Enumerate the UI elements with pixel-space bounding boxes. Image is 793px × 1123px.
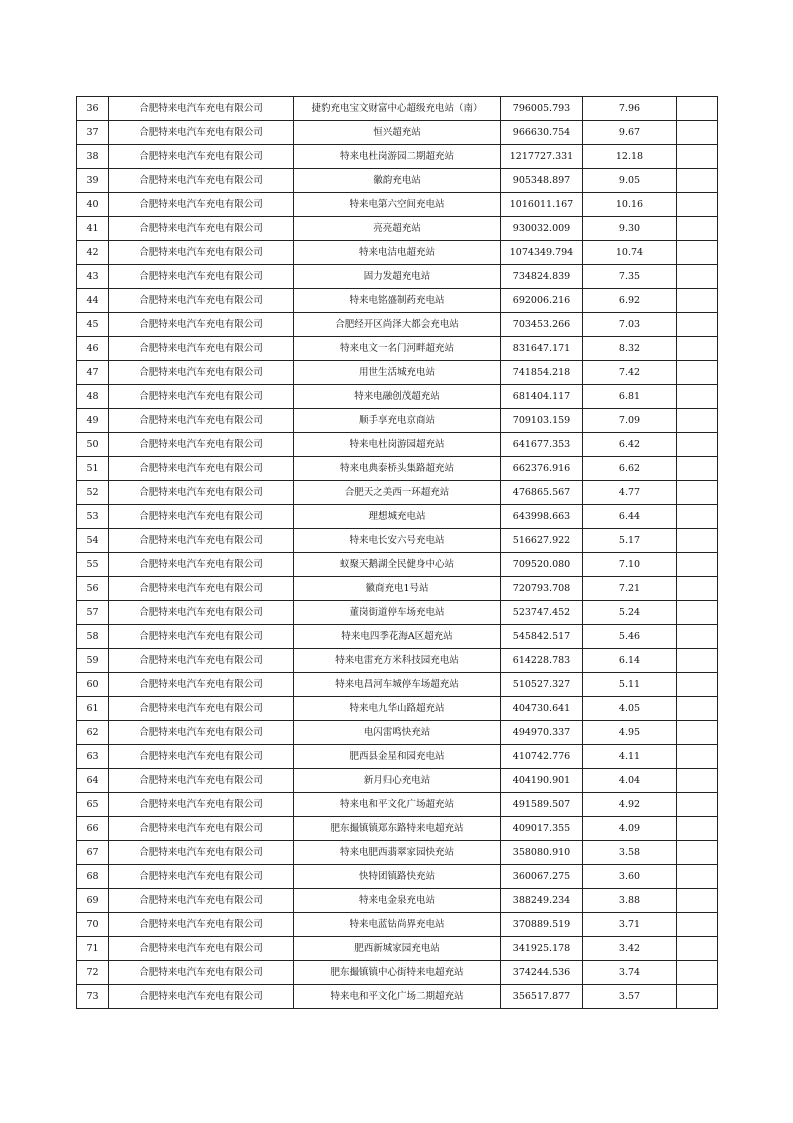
data-table — [76, 96, 718, 1009]
ratio-cell: 6.14 — [583, 649, 677, 673]
company-name-cell: 合肥特来电汽车充电有限公司 — [109, 625, 294, 649]
station-name-cell: 特来电文一名门河畔超充站 — [294, 337, 501, 361]
row-number-cell: 39 — [77, 169, 109, 193]
company-name-cell: 合肥特来电汽车充电有限公司 — [109, 937, 294, 961]
station-name-cell: 特来电四季花海A区超充站 — [294, 625, 501, 649]
table-row — [77, 337, 718, 361]
note-cell — [677, 889, 718, 913]
amount-cell: 703453.266 — [501, 313, 583, 337]
ratio-cell: 4.05 — [583, 697, 677, 721]
company-name-cell: 合肥特来电汽车充电有限公司 — [109, 433, 294, 457]
station-name-cell: 徽商充电1号站 — [294, 577, 501, 601]
amount-cell: 516627.922 — [501, 529, 583, 553]
row-number-cell: 60 — [77, 673, 109, 697]
station-name-cell: 理想城充电站 — [294, 505, 501, 529]
table-row — [77, 913, 718, 937]
amount-cell: 681404.117 — [501, 385, 583, 409]
company-name-cell: 合肥特来电汽车充电有限公司 — [109, 649, 294, 673]
company-name-cell: 合肥特来电汽车充电有限公司 — [109, 745, 294, 769]
company-name-cell: 合肥特来电汽车充电有限公司 — [109, 385, 294, 409]
note-cell — [677, 793, 718, 817]
ratio-cell: 3.71 — [583, 913, 677, 937]
company-name-cell: 合肥特来电汽车充电有限公司 — [109, 505, 294, 529]
ratio-cell: 4.95 — [583, 721, 677, 745]
station-name-cell: 肥东撮镇镇郑东路特来电超充站 — [294, 817, 501, 841]
note-cell — [677, 337, 718, 361]
table-row — [77, 433, 718, 457]
amount-cell: 410742.776 — [501, 745, 583, 769]
company-name-cell: 合肥特来电汽车充电有限公司 — [109, 721, 294, 745]
note-cell — [677, 913, 718, 937]
company-name-cell: 合肥特来电汽车充电有限公司 — [109, 673, 294, 697]
station-name-cell: 特来电和平文化广场超充站 — [294, 793, 501, 817]
amount-cell: 930032.009 — [501, 217, 583, 241]
amount-cell: 614228.783 — [501, 649, 583, 673]
station-name-cell: 肥西新城家园充电站 — [294, 937, 501, 961]
table-row — [77, 193, 718, 217]
company-name-cell: 合肥特来电汽车充电有限公司 — [109, 865, 294, 889]
table-row — [77, 121, 718, 145]
amount-cell: 370889.519 — [501, 913, 583, 937]
ratio-cell: 6.62 — [583, 457, 677, 481]
company-name-cell: 合肥特来电汽车充电有限公司 — [109, 697, 294, 721]
station-name-cell: 顺手享充电京商站 — [294, 409, 501, 433]
station-name-cell: 特来电肥西翡翠家园快充站 — [294, 841, 501, 865]
ratio-cell: 7.35 — [583, 265, 677, 289]
ratio-cell: 3.74 — [583, 961, 677, 985]
table-row — [77, 361, 718, 385]
note-cell — [677, 481, 718, 505]
note-cell — [677, 625, 718, 649]
table-row — [77, 457, 718, 481]
row-number-cell: 36 — [77, 97, 109, 121]
ratio-cell: 3.57 — [583, 985, 677, 1009]
station-name-cell: 特来电和平文化广场二期超充站 — [294, 985, 501, 1009]
company-name-cell: 合肥特来电汽车充电有限公司 — [109, 601, 294, 625]
table-row — [77, 817, 718, 841]
row-number-cell: 71 — [77, 937, 109, 961]
ratio-cell: 4.77 — [583, 481, 677, 505]
row-number-cell: 64 — [77, 769, 109, 793]
table-row — [77, 601, 718, 625]
amount-cell: 905348.897 — [501, 169, 583, 193]
station-name-cell: 新月归心充电站 — [294, 769, 501, 793]
station-name-cell: 恒兴超充站 — [294, 121, 501, 145]
ratio-cell: 6.81 — [583, 385, 677, 409]
company-name-cell: 合肥特来电汽车充电有限公司 — [109, 97, 294, 121]
amount-cell: 1016011.167 — [501, 193, 583, 217]
ratio-cell: 7.10 — [583, 553, 677, 577]
note-cell — [677, 241, 718, 265]
table-row — [77, 793, 718, 817]
row-number-cell: 57 — [77, 601, 109, 625]
row-number-cell: 55 — [77, 553, 109, 577]
ratio-cell: 4.09 — [583, 817, 677, 841]
ratio-cell: 4.04 — [583, 769, 677, 793]
company-name-cell: 合肥特来电汽车充电有限公司 — [109, 361, 294, 385]
note-cell — [677, 985, 718, 1009]
row-number-cell: 45 — [77, 313, 109, 337]
station-name-cell: 特来电九华山路超充站 — [294, 697, 501, 721]
ratio-cell: 6.44 — [583, 505, 677, 529]
row-number-cell: 43 — [77, 265, 109, 289]
note-cell — [677, 553, 718, 577]
station-name-cell: 特来电杜岗游园二期超充站 — [294, 145, 501, 169]
ratio-cell: 6.42 — [583, 433, 677, 457]
row-number-cell: 63 — [77, 745, 109, 769]
row-number-cell: 72 — [77, 961, 109, 985]
ratio-cell: 3.60 — [583, 865, 677, 889]
station-name-cell: 特来电昌河车城停车场超充站 — [294, 673, 501, 697]
company-name-cell: 合肥特来电汽车充电有限公司 — [109, 817, 294, 841]
amount-cell: 662376.916 — [501, 457, 583, 481]
note-cell — [677, 361, 718, 385]
ratio-cell: 7.09 — [583, 409, 677, 433]
station-name-cell: 特来电铭盛制药充电站 — [294, 289, 501, 313]
row-number-cell: 70 — [77, 913, 109, 937]
row-number-cell: 65 — [77, 793, 109, 817]
company-name-cell: 合肥特来电汽车充电有限公司 — [109, 337, 294, 361]
row-number-cell: 40 — [77, 193, 109, 217]
table-row — [77, 265, 718, 289]
table-row — [77, 529, 718, 553]
table-row — [77, 409, 718, 433]
table-row — [77, 889, 718, 913]
row-number-cell: 49 — [77, 409, 109, 433]
note-cell — [677, 145, 718, 169]
ratio-cell: 7.03 — [583, 313, 677, 337]
station-name-cell: 捷豹充电宝文财富中心超级充电站（南） — [294, 97, 501, 121]
table-body — [77, 97, 718, 1009]
note-cell — [677, 529, 718, 553]
station-name-cell: 特来电融创茂超充站 — [294, 385, 501, 409]
amount-cell: 741854.218 — [501, 361, 583, 385]
station-name-cell: 蚁聚天鹅湖全民健身中心站 — [294, 553, 501, 577]
ratio-cell: 6.92 — [583, 289, 677, 313]
row-number-cell: 58 — [77, 625, 109, 649]
ratio-cell: 8.32 — [583, 337, 677, 361]
amount-cell: 510527.327 — [501, 673, 583, 697]
station-name-cell: 合肥天之美西一环超充站 — [294, 481, 501, 505]
ratio-cell: 7.42 — [583, 361, 677, 385]
row-number-cell: 73 — [77, 985, 109, 1009]
company-name-cell: 合肥特来电汽车充电有限公司 — [109, 913, 294, 937]
table-row — [77, 553, 718, 577]
note-cell — [677, 169, 718, 193]
station-name-cell: 肥东撮镇镇中心街特来电超充站 — [294, 961, 501, 985]
station-name-cell: 亮亮超充站 — [294, 217, 501, 241]
ratio-cell: 5.24 — [583, 601, 677, 625]
ratio-cell: 4.92 — [583, 793, 677, 817]
note-cell — [677, 577, 718, 601]
table-row — [77, 505, 718, 529]
company-name-cell: 合肥特来电汽车充电有限公司 — [109, 577, 294, 601]
note-cell — [677, 865, 718, 889]
amount-cell: 409017.355 — [501, 817, 583, 841]
company-name-cell: 合肥特来电汽车充电有限公司 — [109, 169, 294, 193]
table-row — [77, 385, 718, 409]
table-row — [77, 985, 718, 1009]
row-number-cell: 52 — [77, 481, 109, 505]
note-cell — [677, 697, 718, 721]
station-name-cell: 固力发超充电站 — [294, 265, 501, 289]
station-name-cell: 特来电长安六号充电站 — [294, 529, 501, 553]
note-cell — [677, 313, 718, 337]
row-number-cell: 68 — [77, 865, 109, 889]
row-number-cell: 62 — [77, 721, 109, 745]
company-name-cell: 合肥特来电汽车充电有限公司 — [109, 265, 294, 289]
row-number-cell: 48 — [77, 385, 109, 409]
table-row — [77, 697, 718, 721]
station-name-cell: 特来电杜岗游园超充站 — [294, 433, 501, 457]
row-number-cell: 69 — [77, 889, 109, 913]
note-cell — [677, 289, 718, 313]
note-cell — [677, 193, 718, 217]
ratio-cell: 10.16 — [583, 193, 677, 217]
company-name-cell: 合肥特来电汽车充电有限公司 — [109, 217, 294, 241]
ratio-cell: 4.11 — [583, 745, 677, 769]
note-cell — [677, 841, 718, 865]
company-name-cell: 合肥特来电汽车充电有限公司 — [109, 889, 294, 913]
table-row — [77, 937, 718, 961]
ratio-cell: 5.17 — [583, 529, 677, 553]
amount-cell: 523747.452 — [501, 601, 583, 625]
amount-cell: 545842.517 — [501, 625, 583, 649]
note-cell — [677, 937, 718, 961]
amount-cell: 709520.080 — [501, 553, 583, 577]
table-row — [77, 241, 718, 265]
table-row — [77, 673, 718, 697]
ratio-cell: 9.05 — [583, 169, 677, 193]
amount-cell: 341925.178 — [501, 937, 583, 961]
station-name-cell: 特来电典泰桥头集路超充站 — [294, 457, 501, 481]
ratio-cell: 3.58 — [583, 841, 677, 865]
note-cell — [677, 769, 718, 793]
table-row — [77, 721, 718, 745]
note-cell — [677, 121, 718, 145]
station-name-cell: 特来电第六空间充电站 — [294, 193, 501, 217]
station-name-cell: 特来电蓝钻尚界充电站 — [294, 913, 501, 937]
amount-cell: 709103.159 — [501, 409, 583, 433]
station-name-cell: 合肥经开区尚泽大都会充电站 — [294, 313, 501, 337]
note-cell — [677, 217, 718, 241]
amount-cell: 404190.901 — [501, 769, 583, 793]
table-row — [77, 289, 718, 313]
note-cell — [677, 649, 718, 673]
note-cell — [677, 673, 718, 697]
note-cell — [677, 505, 718, 529]
row-number-cell: 51 — [77, 457, 109, 481]
note-cell — [677, 601, 718, 625]
row-number-cell: 47 — [77, 361, 109, 385]
table-row — [77, 841, 718, 865]
amount-cell: 1217727.331 — [501, 145, 583, 169]
amount-cell: 734824.839 — [501, 265, 583, 289]
company-name-cell: 合肥特来电汽车充电有限公司 — [109, 145, 294, 169]
company-name-cell: 合肥特来电汽车充电有限公司 — [109, 961, 294, 985]
table-row — [77, 865, 718, 889]
table-row — [77, 625, 718, 649]
company-name-cell: 合肥特来电汽车充电有限公司 — [109, 985, 294, 1009]
amount-cell: 476865.567 — [501, 481, 583, 505]
row-number-cell: 66 — [77, 817, 109, 841]
amount-cell: 720793.708 — [501, 577, 583, 601]
company-name-cell: 合肥特来电汽车充电有限公司 — [109, 193, 294, 217]
table-row — [77, 745, 718, 769]
amount-cell: 796005.793 — [501, 97, 583, 121]
company-name-cell: 合肥特来电汽车充电有限公司 — [109, 769, 294, 793]
ratio-cell: 3.42 — [583, 937, 677, 961]
row-number-cell: 50 — [77, 433, 109, 457]
company-name-cell: 合肥特来电汽车充电有限公司 — [109, 409, 294, 433]
amount-cell: 358080.910 — [501, 841, 583, 865]
amount-cell: 388249.234 — [501, 889, 583, 913]
note-cell — [677, 457, 718, 481]
row-number-cell: 54 — [77, 529, 109, 553]
ratio-cell: 5.11 — [583, 673, 677, 697]
station-name-cell: 董岗街道停车场充电站 — [294, 601, 501, 625]
company-name-cell: 合肥特来电汽车充电有限公司 — [109, 121, 294, 145]
amount-cell: 692006.216 — [501, 289, 583, 313]
row-number-cell: 46 — [77, 337, 109, 361]
company-name-cell: 合肥特来电汽车充电有限公司 — [109, 313, 294, 337]
ratio-cell: 3.88 — [583, 889, 677, 913]
table-row — [77, 217, 718, 241]
note-cell — [677, 433, 718, 457]
amount-cell: 491589.507 — [501, 793, 583, 817]
ratio-cell: 9.67 — [583, 121, 677, 145]
table-row — [77, 649, 718, 673]
amount-cell: 494970.337 — [501, 721, 583, 745]
company-name-cell: 合肥特来电汽车充电有限公司 — [109, 289, 294, 313]
table-row — [77, 145, 718, 169]
station-name-cell: 特来电洁电超充站 — [294, 241, 501, 265]
amount-cell: 831647.171 — [501, 337, 583, 361]
note-cell — [677, 409, 718, 433]
table-row — [77, 961, 718, 985]
station-name-cell: 特来电金泉充电站 — [294, 889, 501, 913]
company-name-cell: 合肥特来电汽车充电有限公司 — [109, 241, 294, 265]
station-name-cell: 电闪雷鸣快充站 — [294, 721, 501, 745]
station-name-cell: 肥西县金星和园充电站 — [294, 745, 501, 769]
row-number-cell: 56 — [77, 577, 109, 601]
row-number-cell: 59 — [77, 649, 109, 673]
ratio-cell: 9.30 — [583, 217, 677, 241]
station-name-cell: 徽韵充电站 — [294, 169, 501, 193]
ratio-cell: 5.46 — [583, 625, 677, 649]
row-number-cell: 67 — [77, 841, 109, 865]
row-number-cell: 44 — [77, 289, 109, 313]
amount-cell: 641677.353 — [501, 433, 583, 457]
table-row — [77, 313, 718, 337]
note-cell — [677, 817, 718, 841]
row-number-cell: 41 — [77, 217, 109, 241]
row-number-cell: 37 — [77, 121, 109, 145]
company-name-cell: 合肥特来电汽车充电有限公司 — [109, 793, 294, 817]
company-name-cell: 合肥特来电汽车充电有限公司 — [109, 481, 294, 505]
company-name-cell: 合肥特来电汽车充电有限公司 — [109, 529, 294, 553]
station-name-cell: 快特团镇路快充站 — [294, 865, 501, 889]
station-name-cell: 用世生活城充电站 — [294, 361, 501, 385]
note-cell — [677, 97, 718, 121]
company-name-cell: 合肥特来电汽车充电有限公司 — [109, 457, 294, 481]
table-row — [77, 577, 718, 601]
note-cell — [677, 745, 718, 769]
amount-cell: 966630.754 — [501, 121, 583, 145]
row-number-cell: 42 — [77, 241, 109, 265]
amount-cell: 356517.877 — [501, 985, 583, 1009]
row-number-cell: 53 — [77, 505, 109, 529]
company-name-cell: 合肥特来电汽车充电有限公司 — [109, 841, 294, 865]
ratio-cell: 10.74 — [583, 241, 677, 265]
note-cell — [677, 961, 718, 985]
note-cell — [677, 721, 718, 745]
ratio-cell: 12.18 — [583, 145, 677, 169]
table-row — [77, 481, 718, 505]
amount-cell: 360067.275 — [501, 865, 583, 889]
company-name-cell: 合肥特来电汽车充电有限公司 — [109, 553, 294, 577]
table-row — [77, 97, 718, 121]
note-cell — [677, 385, 718, 409]
amount-cell: 643998.663 — [501, 505, 583, 529]
note-cell — [677, 265, 718, 289]
ratio-cell: 7.96 — [583, 97, 677, 121]
amount-cell: 374244.536 — [501, 961, 583, 985]
station-name-cell: 特来电雷充方米科技园充电站 — [294, 649, 501, 673]
amount-cell: 404730.641 — [501, 697, 583, 721]
ratio-cell: 7.21 — [583, 577, 677, 601]
table-row — [77, 769, 718, 793]
table-row — [77, 169, 718, 193]
amount-cell: 1074349.794 — [501, 241, 583, 265]
row-number-cell: 38 — [77, 145, 109, 169]
row-number-cell: 61 — [77, 697, 109, 721]
